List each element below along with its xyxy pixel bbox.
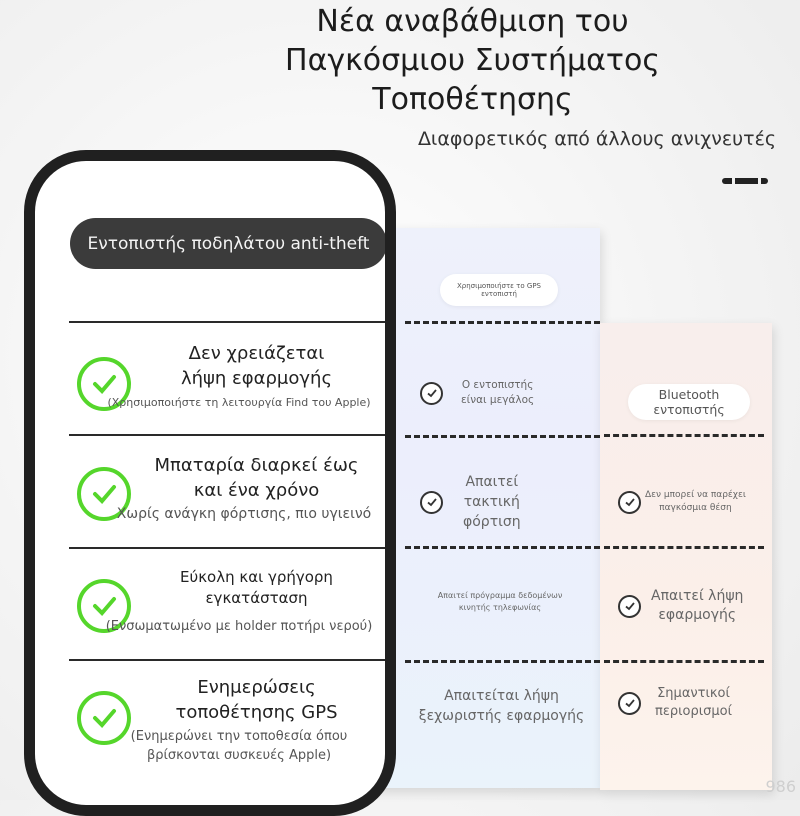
check-icon [420, 491, 443, 514]
bluetooth-tracker-column [600, 323, 772, 790]
feature-item [69, 673, 389, 783]
divider [69, 659, 389, 661]
divider [69, 434, 389, 436]
divider [405, 546, 600, 549]
gps-item-2: Απαιτεί τακτική φόρτιση [420, 472, 600, 532]
check-icon [618, 595, 641, 618]
page-subtitle: Διαφορετικός από άλλους ανιχνευτές [417, 128, 776, 150]
feature-item [69, 337, 389, 433]
bluetooth-item-2: Απαιτεί λήψη εφαρμογής [618, 587, 768, 625]
divider [69, 547, 389, 549]
feature-title: Δεν χρειάζεται λήψη εφαρμογής [180, 343, 333, 389]
divider [604, 660, 764, 663]
bluetooth-item-1: Δεν μπορεί να παρέχει παγκόσμια θέση [618, 489, 768, 515]
feature-note: (Ενημερώνει την τοποθεσία όπου βρίσκονται συσκευές Apple) [130, 729, 348, 763]
feature-note: (Ενσωματωμένο με holder ποτήρι νερού) [105, 619, 373, 634]
divider [405, 321, 600, 324]
feature-title: Εύκολη και γρήγορη εγκατάσταση [180, 568, 333, 607]
product-badge: Εντοπιστής ποδηλάτου anti-theft [70, 218, 387, 269]
check-icon [618, 491, 641, 514]
divider [405, 660, 600, 663]
decorative-dashes [722, 178, 768, 184]
bluetooth-tracker-header: Bluetooth εντοπιστής [628, 384, 750, 420]
divider [604, 546, 764, 549]
divider [69, 321, 389, 323]
feature-note: (Χρησιμοποιήστε τη λειτουργία Find του Apple) [107, 396, 371, 409]
divider [405, 435, 600, 438]
watermark: 986 [765, 777, 796, 796]
feature-title: Μπαταρία διαρκεί έως και ένα χρόνο [154, 455, 359, 501]
feature-item [69, 449, 389, 545]
gps-item-4: Απαιτείται λήψη ξεχωριστής εφαρμογής [418, 688, 585, 724]
feature-title: Ενημερώσεις τοποθέτησης GPS [175, 677, 338, 723]
divider [604, 434, 764, 437]
feature-note: Χωρίς ανάγκη φόρτισης, πιο υγιεινό [116, 506, 372, 522]
gps-tracker-column [370, 228, 600, 788]
check-icon [420, 382, 443, 405]
gps-tracker-header: Χρησιμοποιήστε το GPS εντοπιστή [440, 274, 558, 306]
gps-item-3: Απαιτεί πρόγραμμα δεδομένων κινητής τηλεφωνίας [437, 591, 563, 612]
bluetooth-item-3: Σημαντικοί περιορισμοί [618, 685, 768, 721]
product-panel [24, 150, 396, 816]
gps-item-1: Ο εντοπιστής είναι μεγάλος [420, 378, 600, 408]
page-title: Νέα αναβάθμιση του Παγκόσμιου Συστήματος Τοποθέτησης [285, 4, 660, 117]
feature-item [69, 561, 389, 657]
check-icon [618, 692, 641, 715]
